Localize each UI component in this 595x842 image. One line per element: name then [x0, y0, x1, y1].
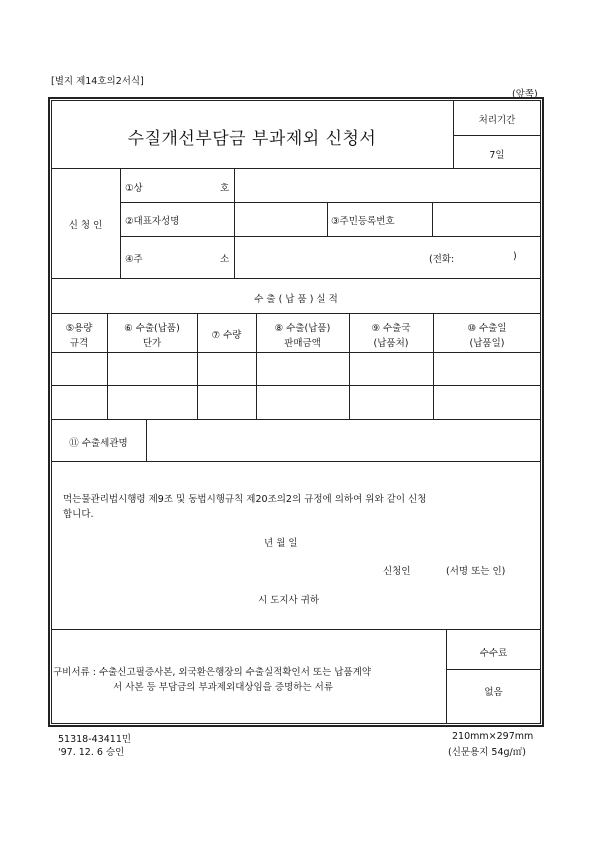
column-export-country-label: ⑨ 수출국 — [371, 323, 411, 334]
column-export-date-sublabel: (납품일) — [469, 338, 505, 349]
form-title: 수질개선부담금 부과제외 신청서 — [127, 129, 377, 149]
applicant-section-label: 신 청 인 — [68, 220, 103, 231]
column-export-country-sublabel: (납품처) — [373, 338, 409, 349]
table-row[interactable] — [51, 353, 541, 385]
fee-value: 없음 — [484, 687, 503, 698]
statement-text-line1: 먹는물관리법시행령 제9조 및 동법시행규칙 제20조의2의 규정에 의하여 위와 같이 신청 — [63, 494, 427, 505]
column-quantity-label: ⑦ 수량 — [211, 330, 242, 341]
addressee: 시 도지사 귀하 — [258, 595, 320, 606]
trade-name-field[interactable] — [235, 169, 541, 202]
fee-label: 수수료 — [479, 648, 508, 659]
table-row[interactable] — [51, 386, 541, 419]
statement-text-line2: 합니다. — [63, 509, 94, 520]
address-label: ④주 — [125, 254, 143, 265]
applicant-sign-label: 신청인 — [383, 566, 411, 577]
date-line: 년 월 일 — [264, 538, 298, 549]
paper-size: 210mm×297mm — [452, 731, 534, 742]
column-unit-price-label: ⑥ 수출(납품) — [124, 323, 180, 334]
required-documents-line2: 서 사본 등 부담금의 부과제외대상임을 증명하는 서류 — [113, 682, 334, 693]
customs-office-field[interactable] — [147, 420, 541, 461]
export-section-title: 수 출 ( 납 품 ) 실 적 — [254, 294, 338, 305]
approval-date: '97. 12. 6 승인 — [58, 747, 125, 758]
resident-number-field[interactable] — [433, 203, 541, 236]
column-capacity-label: ⑤용량 — [65, 323, 93, 334]
form-code: 51318-43411민 — [58, 734, 132, 745]
signature-label: (서명 또는 인) — [446, 566, 506, 577]
phone-label-close: ) — [513, 251, 517, 262]
address-label-end: 소 — [220, 254, 230, 265]
required-documents-line1: 구비서류 : 수출신고필증사본, 외국환은행장의 수출실적확인서 또는 납품계약 — [53, 667, 372, 678]
trade-name-label-end: 호 — [220, 183, 230, 194]
paper-type: (신문용지 54g/㎡) — [448, 747, 526, 758]
column-unit-price-sublabel: 단가 — [142, 338, 162, 349]
applicant-signature-field[interactable] — [300, 558, 380, 578]
processing-period-value: 7일 — [489, 150, 505, 161]
trade-name-label: ①상 — [125, 183, 143, 194]
representative-name-field[interactable] — [235, 203, 327, 236]
page-side-label: (앞쪽) — [512, 89, 538, 100]
column-capacity-sublabel: 규격 — [69, 338, 89, 349]
column-sales-amount-label: ⑧ 수출(납품) — [274, 323, 331, 334]
resident-number-label: ③주민등록번호 — [331, 216, 395, 227]
representative-name-label: ②대표자성명 — [125, 216, 180, 227]
processing-period-label: 처리기간 — [478, 115, 516, 126]
phone-label: (전화: — [429, 254, 455, 265]
customs-office-label: ⑪ 수출세관명 — [69, 438, 128, 449]
column-export-date-label: ⑩ 수출일 — [467, 323, 507, 334]
form-reference: [별지 제14호의2서식] — [51, 76, 144, 87]
column-sales-amount-sublabel: 판매금액 — [284, 338, 321, 349]
address-field[interactable] — [235, 237, 425, 278]
